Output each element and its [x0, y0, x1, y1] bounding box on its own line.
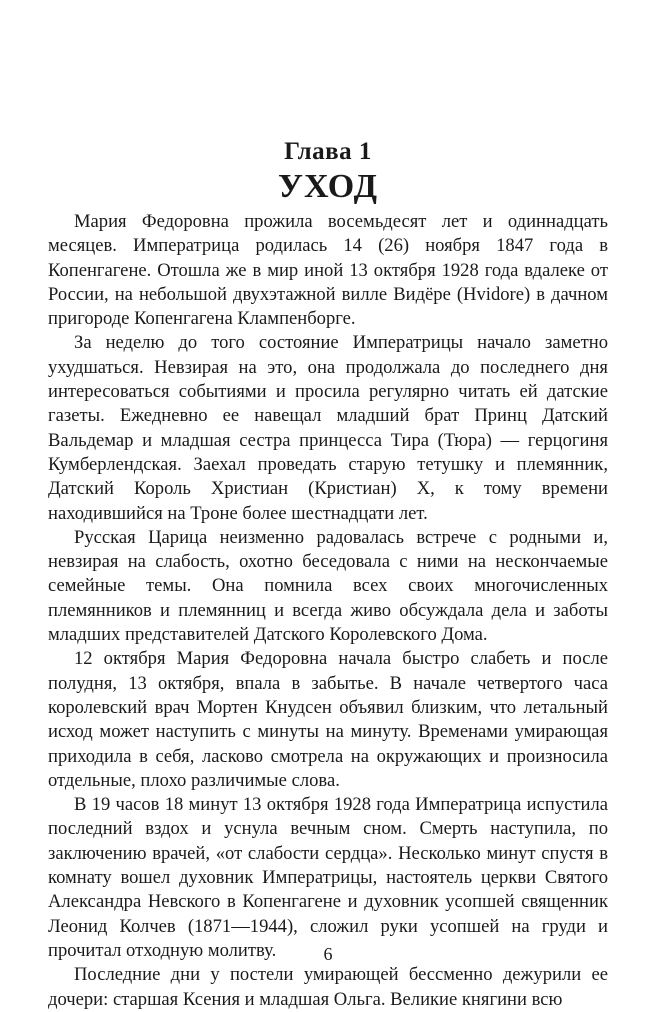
- paragraph-5: В 19 часов 18 минут 13 октября 1928 года Императрица испустила последний вздох и уснула вечным сном. Смерть наступила, по заключению врачей, «от слабости сердца». Несколько минут спустя в комнату вошел духовник Императрицы, настоятель церкви Святого Александра Невского в Копенгагене и духовник усопшей священник Леонид Колчев (1871—1944), сложил руки усопшей на груди и прочитал отходную молитву.: [48, 794, 608, 961]
- paragraph-2: За неделю до того состояние Императрицы начало заметно ухудшаться. Невзирая на это, она продолжала до последнего дня интересоваться событиями и просила регулярно читать ей датские газеты. Ежедневно ее навещал младший брат Принц Датский Вальдемар и младшая сестра принцесса Тира (Тюра) — герцогиня Кумберлендская. Заехал проведать старую тетушку и племянник, Датский Король Христиан (Кристиан) X, к тому времени находившийся на Троне более шестнадцати лет.: [48, 332, 608, 524]
- paragraph-4: 12 октября Мария Федоровна начала быстро слабеть и после полудня, 13 октября, впала в забытье. В начале четвертого часа королевский врач Мортен Кнудсен объявил близким, что летальный исход может наступить с минуты на минуту. Временами умирающая приходила в себя, ласково смотрела на окружающих и произносила отдельные, плохо различимые слова.: [48, 648, 608, 791]
- page-number: 6: [323, 944, 333, 964]
- chapter-label: Глава 1: [284, 138, 372, 165]
- paragraph-1: Мария Федоровна прожила восемьдесят лет и одиннадцать месяцев. Императрица родилась 14 (26) ноября 1847 года в Копенгагене. Отошла же в мир иной 13 октября 1928 года вдалеке от России, на небольшой двухэтажной вилле Видёре (Hvidore) в дачном пригороде Копенгагена Клампенборге.: [48, 211, 608, 330]
- chapter-title: УХОД: [278, 168, 378, 205]
- paragraph-3: Русская Царица неизменно радовалась встрече с родными и, невзирая на слабость, охотно беседовала с ними на нескончаемые семейные темы. Она помнила всех своих многочисленных племянников и племянниц и всегда живо обсуждала дела и заботы младших представителей Датского Королевского Дома.: [48, 526, 608, 646]
- paragraph-6: Последние дни у постели умирающей бессменно дежурили ее дочери: старшая Ксения и младшая Ольга. Великие княгини всю: [48, 964, 608, 1010]
- chapter-body: [48, 210, 608, 1012]
